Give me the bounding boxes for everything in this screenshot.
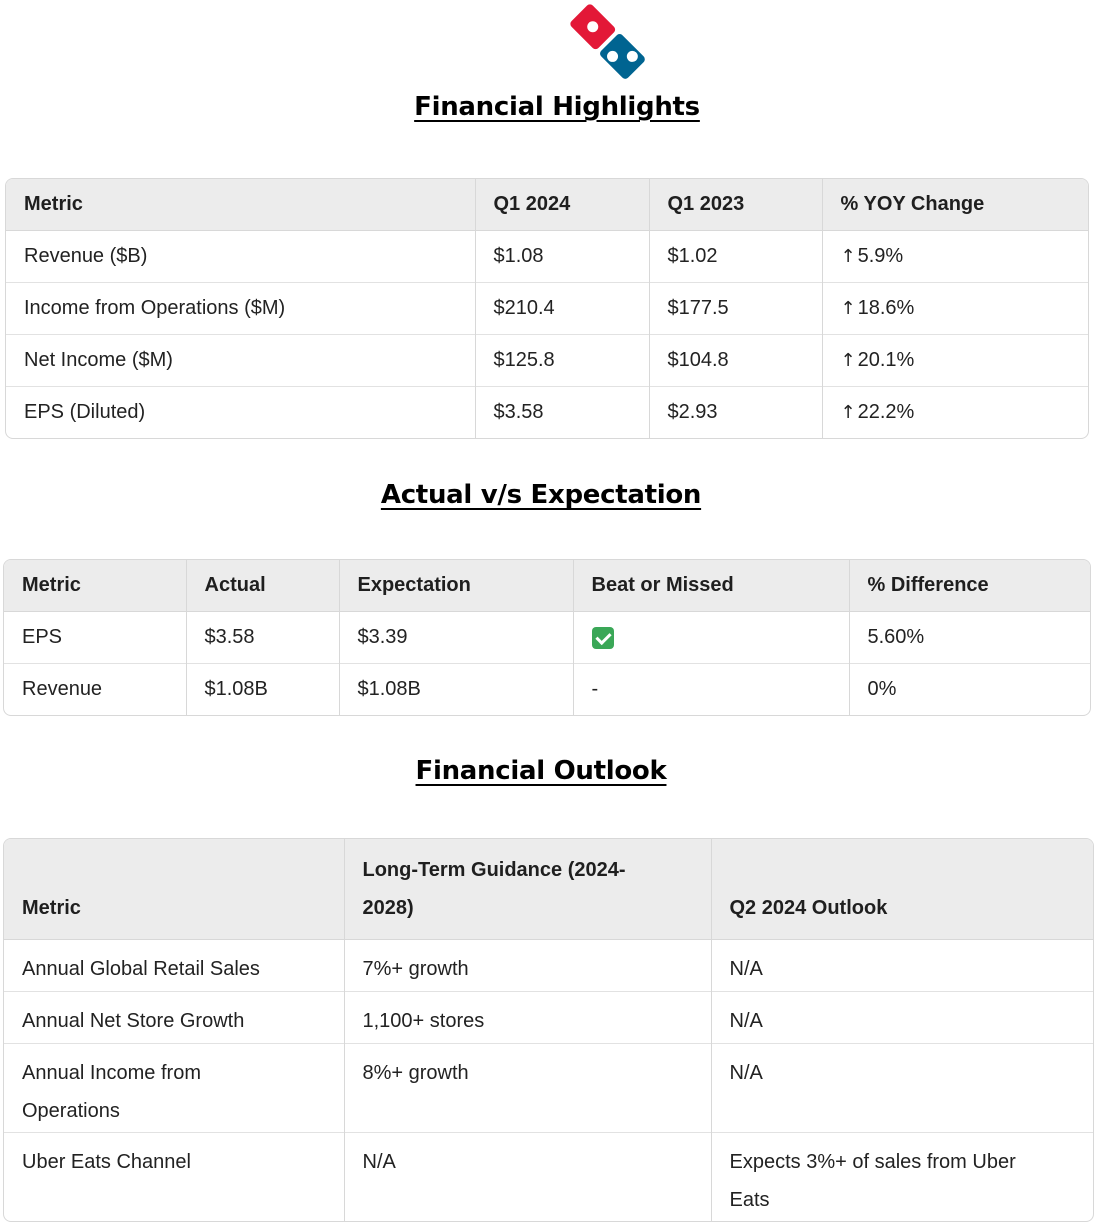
table-row: [6, 231, 1088, 283]
metric-cell: EPS (Diluted): [6, 387, 475, 439]
metric-cell: Annual Income from Operations: [4, 1044, 344, 1133]
value-cell: N/A: [711, 1044, 1093, 1133]
check-mark-icon: [592, 627, 614, 649]
table-row: [6, 283, 1088, 335]
table-row: [4, 1044, 1093, 1133]
column-header: Q2 2024 Outlook: [711, 839, 1093, 940]
column-header: Metric: [6, 179, 475, 231]
value-cell: $1.08B: [186, 664, 339, 716]
value-cell: $3.39: [339, 612, 573, 664]
change-cell: ↑ 18.6%: [822, 283, 1088, 335]
table-row: [4, 1133, 1093, 1222]
table-header-row: [6, 179, 1088, 231]
financial-outlook-table: [3, 838, 1094, 1222]
table-header-row: [4, 839, 1093, 940]
table-row: [6, 335, 1088, 387]
table-row: [4, 940, 1093, 992]
metric-cell: Net Income ($M): [6, 335, 475, 387]
value-cell: 0%: [849, 664, 1090, 716]
metric-cell: Annual Net Store Growth: [4, 992, 344, 1044]
value-cell: $210.4: [475, 283, 649, 335]
table-row: [4, 612, 1090, 664]
beat-cell: -: [573, 664, 849, 716]
value-cell: $1.08B: [339, 664, 573, 716]
dominos-logo: [566, 2, 652, 84]
table-row: [6, 387, 1088, 439]
column-header: Metric: [4, 839, 344, 940]
table-row: [4, 664, 1090, 716]
change-cell: ↑ 22.2%: [822, 387, 1088, 439]
table-header-row: [4, 560, 1090, 612]
column-header: Q1 2024: [475, 179, 649, 231]
arrow-up-icon: ↑: [840, 298, 856, 319]
value-cell: $1.08: [475, 231, 649, 283]
metric-cell: Income from Operations ($M): [6, 283, 475, 335]
value-cell: N/A: [711, 940, 1093, 992]
value-cell: 7%+ growth: [344, 940, 711, 992]
value-cell: $1.02: [649, 231, 822, 283]
arrow-up-icon: ↑: [840, 350, 856, 371]
column-header: Actual: [186, 560, 339, 612]
value-cell: $3.58: [186, 612, 339, 664]
value-cell: N/A: [711, 992, 1093, 1044]
metric-cell: Revenue ($B): [24, 245, 148, 267]
financial-highlights-heading: Financial Highlights: [414, 92, 700, 122]
column-header: Metric: [4, 560, 186, 612]
value-cell: $125.8: [475, 335, 649, 387]
actual-vs-expectation-heading: Actual v/s Expectation: [380, 480, 702, 510]
financial-highlights-table: [5, 178, 1089, 439]
metric-cell: Uber Eats Channel: [4, 1133, 344, 1222]
metric-cell: Annual Global Retail Sales: [22, 958, 260, 980]
value-cell: $2.93: [649, 387, 822, 439]
value-cell: $104.8: [649, 335, 822, 387]
value-cell: N/A: [344, 1133, 711, 1222]
value-cell: $177.5: [649, 283, 822, 335]
column-header: % YOY Change: [822, 179, 1088, 231]
column-header: Q1 2023: [649, 179, 822, 231]
beat-cell: [573, 612, 849, 664]
actual-vs-expectation-table: [3, 559, 1091, 716]
financial-outlook-heading: Financial Outlook: [415, 756, 667, 786]
value-cell: 5.60%: [849, 612, 1090, 664]
change-cell: ↑ 5.9%: [822, 231, 1088, 283]
value-cell: Expects 3%+ of sales from Uber Eats: [711, 1133, 1093, 1222]
change-cell: ↑ 20.1%: [822, 335, 1088, 387]
metric-cell: EPS: [22, 626, 63, 648]
value-cell: $3.58: [475, 387, 649, 439]
column-header: Beat or Missed: [573, 560, 849, 612]
column-header: Expectation: [339, 560, 573, 612]
metric-cell: Revenue: [4, 664, 186, 716]
column-header: % Difference: [849, 560, 1090, 612]
arrow-up-icon: ↑: [840, 246, 856, 267]
column-header: Long-Term Guidance (2024-2028): [344, 839, 711, 940]
value-cell: 8%+ growth: [344, 1044, 711, 1133]
table-row: [4, 992, 1093, 1044]
arrow-up-icon: ↑: [840, 402, 856, 423]
value-cell: 1,100+ stores: [344, 992, 711, 1044]
